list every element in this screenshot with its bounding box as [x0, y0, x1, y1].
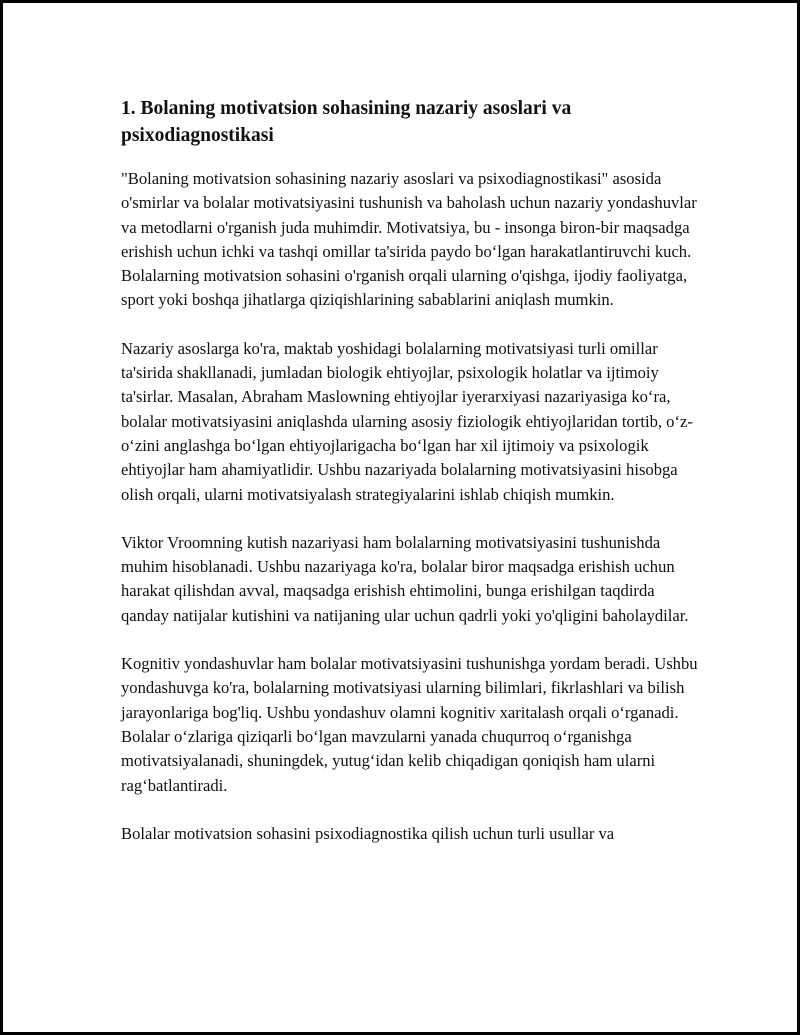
document-body: [121, 95, 701, 870]
paragraph-vroom-theory: Viktor Vroomning kutish nazariyasi ham bolalarning motivatsiyasini tushunishda muhim hisoblanadi. Ushbu nazariyaga ko'ra, bolalar biror maqsadga erishish uchun harakat qilishdan avval, maqsadga erishish ehtimolini, bunga erishilgan taqdirda qanday natijalar kutishini va natijaning ular uchun qadrli yoki yo'qligini baholaydilar.: [121, 532, 689, 625]
paragraph-intro: "Bolaning motivatsion sohasining nazariy asoslari va psixodiagnostikasi" asosida o'smirlar va bolalar motivatsiyasini tushunish va baholash uchun nazariy yondashuvlar va metodlarni o'rganish juda muhimdir. Motivatsiya, bu - insonga biron-bir maqsadga erishish uchun ichki va tashqi omillar ta'sirida paydo bo‘lgan harakatlantiruvchi kuch. Bolalarning motivatsion sohasini o'rganish orqali ularning o'qishga, ijodiy faoliyatga, sport yoki boshqa jihatlarga qiziqishlarining sabablarini aniqlash mumkin.: [121, 169, 697, 310]
paragraph-psychodiagnostics: Bolalar motivatsion sohasini psixodiagnostika qilish uchun turli usullar va: [121, 823, 615, 843]
section-title: 1. Bolaning motivatsion sohasining nazariy asoslari va psixodiagnostikasi: [121, 98, 572, 146]
paragraph-cognitive-approaches: Kognitiv yondashuvlar ham bolalar motivatsiyasini tushunishga yordam beradi. Ushbu yondashuvga ko'ra, bolalarning motivatsiyasi ularning bilimlari, fikrlashlari va bilish jarayonlariga bog'liq. Ushbu yondashuv olamni kognitiv xaritalash orqali o‘rganadi. Bolalar o‘zlariga qiziqarli bo‘lgan mavzularni yanada chuqurroq o‘rganishga motivatsiyalanadi, shuningdek, yutug‘idan kelib chiqadigan qoniqish ham ularni rag‘batlantiradi.: [121, 654, 698, 795]
paragraph-theoretical-bases: Nazariy asoslarga ko'ra, maktab yoshidagi bolalarning motivatsiyasi turli omillar ta'sirida shakllanadi, jumladan biologik ehtiyojlar, psixologik holatlar va ijtimoiy ta'sirlar. Masalan, Abraham Maslowning ehtiyojlar iyerarxiyasi nazariyasiga ko‘ra, bolalar motivatsiyasini aniqlashda ularning asosiy fiziologik ehtiyojlaridan tortib, o‘z-o‘zini anglashga bo‘lgan ehtiyojlarigacha bo‘lgan har xil ijtimoiy va psixologik ehtiyojlar ham ahamiyatlidir. Ushbu nazariyada bolalarning motivatsiyasini hisobga olish orqali, ularni motivatsiyalash strategiyalarini ishlab chiqish mumkin.: [121, 338, 693, 504]
